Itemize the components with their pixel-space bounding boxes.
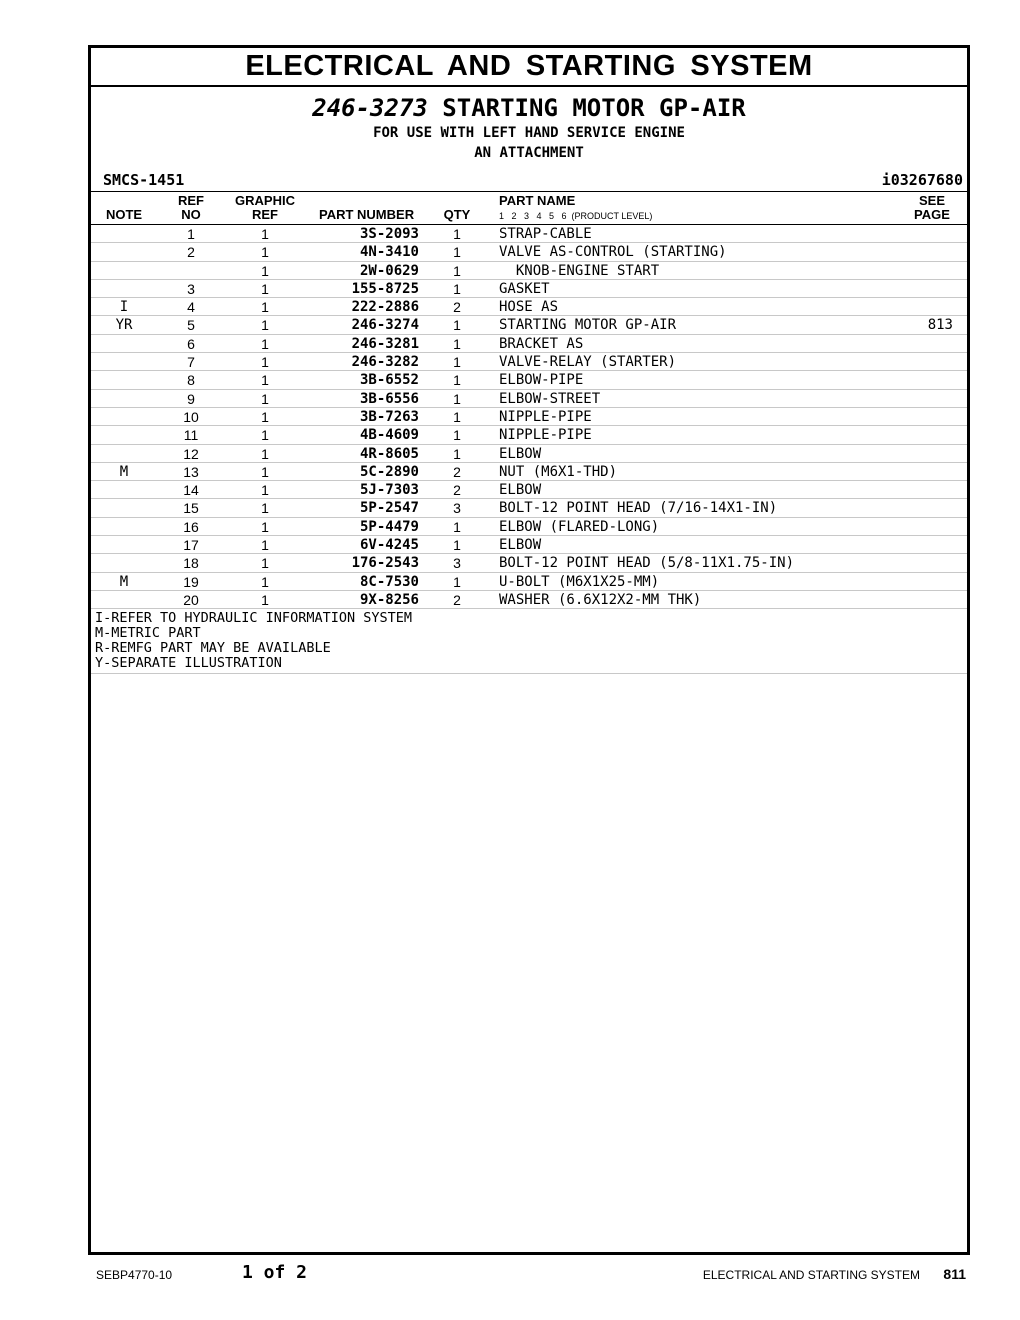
ref-number-cell: 11 [183, 427, 199, 444]
part-name-cell: STRAP-CABLE [499, 226, 592, 242]
quantity-cell: 1 [453, 537, 461, 554]
part-name-cell: BRACKET AS [499, 335, 584, 352]
group-name: STARTING MOTOR GP-AIR [442, 94, 746, 122]
quantity-cell: 1 [453, 262, 461, 279]
part-number-cell: 3S-2093 [359, 226, 419, 242]
ref-number-cell: 19 [183, 573, 199, 590]
table-row [91, 426, 967, 444]
ref-number-cell: 14 [183, 482, 199, 499]
footer-section: ELECTRICAL AND STARTING SYSTEM [702, 1268, 920, 1282]
ref-number-cell: 5 [187, 317, 195, 334]
graphic-ref-cell: 1 [261, 390, 269, 407]
part-name-cell: KNOB-ENGINE START [499, 262, 660, 279]
part-name-cell: U-BOLT (M6X1X25-MM) [499, 573, 660, 590]
part-name-cell: NIPPLE-PIPE [499, 427, 592, 444]
table-row [91, 316, 967, 334]
quantity-cell: 1 [453, 390, 461, 407]
part-number-cell: 6V-4245 [359, 537, 419, 554]
ref-number-cell: 20 [183, 591, 199, 608]
ref-number-cell: 6 [187, 335, 195, 352]
part-name-cell: ELBOW [499, 537, 542, 554]
table-row [91, 591, 967, 609]
quantity-cell: 1 [453, 354, 461, 371]
ref-number-cell: 8 [187, 372, 195, 389]
see-page-cell: 813 [927, 317, 953, 334]
note-line: M-METRIC PART [95, 625, 201, 642]
note-cell: M [119, 463, 129, 480]
ref-number-cell: 12 [183, 445, 199, 462]
part-number-cell: 4B-4609 [359, 427, 419, 444]
graphic-ref-cell: 1 [261, 518, 269, 535]
part-name-cell: BOLT-12 POINT HEAD (5/8-11X1.75-IN) [499, 555, 795, 572]
quantity-cell: 3 [453, 500, 461, 517]
part-name-cell: WASHER (6.6X12X2-MM THK) [499, 591, 702, 608]
footer-page-of: 1 of 2 [242, 1262, 308, 1283]
graphic-ref-cell: 1 [261, 500, 269, 517]
graphic-ref-cell: 1 [261, 244, 269, 261]
quantity-cell: 2 [453, 482, 461, 499]
header-product-level: 1 2 3 4 5 6 (PRODUCT LEVEL) [499, 211, 653, 221]
graphic-ref-cell: 1 [261, 573, 269, 590]
note-line: R-REMFG PART MAY BE AVAILABLE [95, 640, 331, 657]
ref-number-cell: 2 [187, 244, 195, 261]
graphic-ref-cell: 1 [261, 262, 269, 279]
part-number-cell: 246-3281 [351, 335, 419, 352]
ref-number-cell: 4 [187, 299, 195, 316]
note-line: I-REFER TO HYDRAULIC INFORMATION SYSTEM [95, 610, 412, 627]
smcs-code: SMCS-1451 [103, 171, 185, 189]
header-ref-top: REF [178, 193, 204, 208]
part-number-cell: 222-2886 [351, 299, 419, 316]
table-row [91, 499, 967, 517]
table-header [91, 191, 967, 225]
graphic-ref-cell: 1 [261, 299, 269, 316]
table-row [91, 262, 967, 280]
table-row [91, 280, 967, 298]
part-name-cell: ELBOW (FLARED-LONG) [499, 518, 660, 535]
illustration-id: i03267680 [881, 171, 963, 189]
group-subtitle-1: FOR USE WITH LEFT HAND SERVICE ENGINE [373, 125, 685, 141]
footer-doc-number: SEBP4770-10 [96, 1268, 173, 1282]
part-number-cell: 176-2543 [351, 555, 419, 572]
group-subtitle-2: AN ATTACHMENT [474, 145, 584, 161]
header-see-top: SEE [918, 193, 945, 208]
graphic-ref-cell: 1 [261, 335, 269, 352]
part-number-cell: 246-3274 [351, 317, 419, 334]
note-cell: M [119, 573, 129, 590]
group-number: 246-3273 [312, 94, 428, 122]
header-ref-bottom: NO [181, 207, 201, 222]
part-number-cell: 4N-3410 [359, 244, 419, 261]
header-part-number: PART NUMBER [319, 207, 415, 222]
table-row [91, 463, 967, 481]
quantity-cell: 1 [453, 372, 461, 389]
table-row [91, 298, 967, 316]
page-footer [0, 1262, 1020, 1292]
graphic-ref-cell: 1 [261, 226, 269, 242]
ref-number-cell: 7 [187, 354, 195, 371]
graphic-ref-cell: 1 [261, 537, 269, 554]
part-number-cell: 5J-7303 [359, 482, 419, 499]
header-note: NOTE [105, 207, 143, 222]
table-row [91, 225, 967, 243]
part-number-cell: 2W-0629 [359, 262, 419, 279]
graphic-ref-cell: 1 [261, 463, 269, 480]
part-number-cell: 4R-8605 [359, 445, 419, 462]
part-name-cell: ELBOW [499, 482, 542, 499]
quantity-cell: 1 [453, 408, 461, 425]
quantity-cell: 1 [453, 427, 461, 444]
graphic-ref-cell: 1 [261, 555, 269, 572]
part-name-cell: ELBOW-STREET [499, 390, 601, 407]
ref-number-cell: 16 [183, 518, 199, 535]
ref-number-cell: 18 [183, 555, 199, 572]
id-row [91, 169, 967, 191]
graphic-ref-cell: 1 [261, 354, 269, 371]
quantity-cell: 1 [453, 335, 461, 352]
table-row [91, 371, 967, 389]
part-name-cell: ELBOW [499, 445, 542, 462]
part-number-cell: 246-3282 [351, 354, 419, 371]
quantity-cell: 1 [453, 226, 461, 242]
part-name-cell: NIPPLE-PIPE [499, 408, 592, 425]
part-name-cell: NUT (M6X1-THD) [499, 463, 618, 480]
table-row [91, 445, 967, 463]
table-row [91, 390, 967, 408]
table-row [91, 243, 967, 261]
table-row [91, 554, 967, 572]
table-row [91, 335, 967, 353]
table-row [91, 481, 967, 499]
part-name-cell: ELBOW-PIPE [499, 372, 584, 389]
note-line: Y-SEPARATE ILLUSTRATION [95, 655, 282, 672]
quantity-cell: 1 [453, 244, 461, 261]
table-row [91, 518, 967, 536]
quantity-cell: 2 [453, 463, 461, 480]
part-name-cell: HOSE AS [499, 299, 559, 316]
part-number-cell: 3B-7263 [359, 408, 419, 425]
quantity-cell: 1 [453, 317, 461, 334]
part-name-cell: BOLT-12 POINT HEAD (7/16-14X1-IN) [499, 500, 778, 517]
part-number-cell: 3B-6556 [359, 390, 419, 407]
quantity-cell: 1 [453, 573, 461, 590]
part-number-cell: 8C-7530 [359, 573, 419, 590]
ref-number-cell: 17 [183, 537, 199, 554]
part-name-cell: STARTING MOTOR GP-AIR [499, 317, 677, 334]
note-cell: I [119, 299, 129, 316]
quantity-cell: 2 [453, 591, 461, 608]
ref-number-cell: 1 [187, 226, 195, 242]
graphic-ref-cell: 1 [261, 591, 269, 608]
graphic-ref-cell: 1 [261, 482, 269, 499]
ref-number-cell: 10 [183, 408, 199, 425]
header-part-name: PART NAME [499, 193, 576, 208]
quantity-cell: 2 [453, 299, 461, 316]
part-number-cell: 5P-2547 [359, 500, 419, 517]
part-number-cell: 5P-4479 [359, 518, 419, 535]
graphic-ref-cell: 1 [261, 408, 269, 425]
part-name-cell: VALVE-RELAY (STARTER) [499, 354, 677, 371]
part-number-cell: 9X-8256 [359, 591, 419, 608]
header-qty: QTY [443, 207, 471, 222]
part-number-cell: 3B-6552 [359, 372, 419, 389]
table-row [91, 408, 967, 426]
graphic-ref-cell: 1 [261, 445, 269, 462]
parts-table [91, 225, 967, 609]
table-row [91, 536, 967, 554]
graphic-ref-cell: 1 [261, 427, 269, 444]
part-number-cell: 5C-2890 [359, 463, 419, 480]
header-see-bottom: PAGE [914, 207, 950, 222]
page-frame [88, 45, 970, 1255]
note-cell: YR [115, 317, 133, 334]
graphic-ref-cell: 1 [261, 317, 269, 334]
ref-number-cell: 13 [183, 463, 199, 480]
graphic-ref-cell: 1 [261, 280, 269, 297]
table-row [91, 573, 967, 591]
ref-number-cell: 15 [183, 500, 199, 517]
section-title: ELECTRICAL AND STARTING SYSTEM [91, 48, 967, 87]
quantity-cell: 1 [453, 518, 461, 535]
quantity-cell: 1 [453, 280, 461, 297]
quantity-cell: 3 [453, 555, 461, 572]
ref-number-cell: 9 [187, 390, 195, 407]
part-number-cell: 155-8725 [351, 280, 419, 297]
header-graphic-top: GRAPHIC [235, 193, 295, 208]
table-row [91, 353, 967, 371]
part-name-cell: VALVE AS-CONTROL (STARTING) [499, 244, 727, 261]
notes-legend [91, 609, 967, 674]
header-graphic-bottom: REF [252, 207, 278, 222]
group-heading [91, 93, 967, 163]
ref-number-cell: 3 [187, 280, 195, 297]
part-name-cell: GASKET [499, 280, 550, 297]
graphic-ref-cell: 1 [261, 372, 269, 389]
footer-page-number: 811 [943, 1266, 966, 1282]
quantity-cell: 1 [453, 445, 461, 462]
